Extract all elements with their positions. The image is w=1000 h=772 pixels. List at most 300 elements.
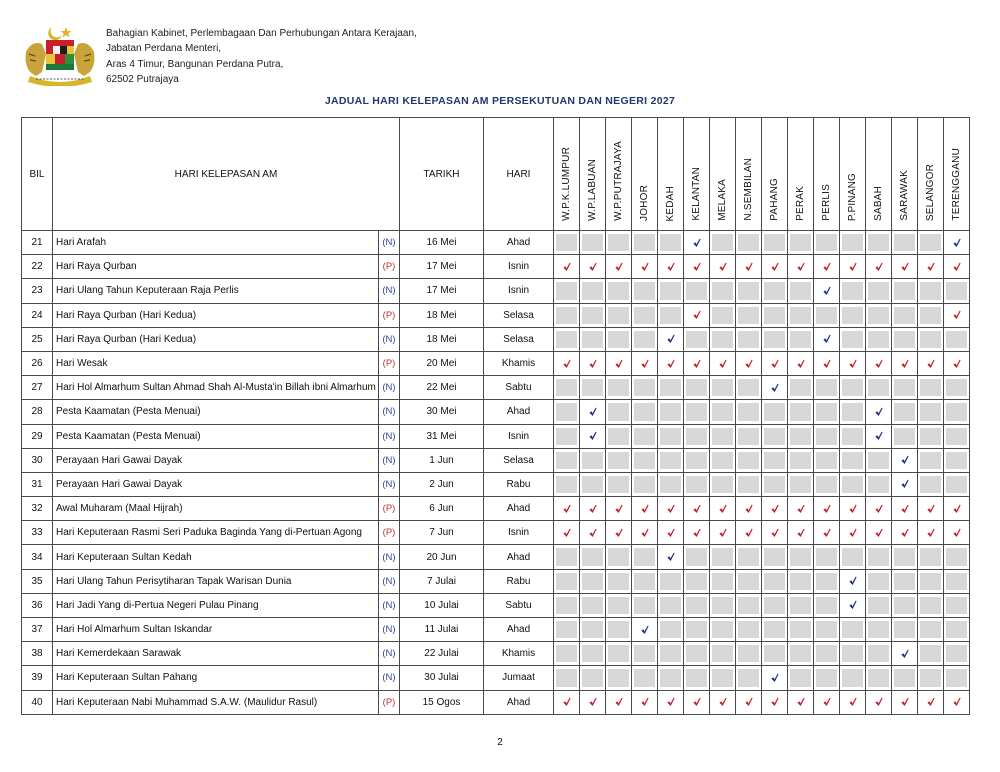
state-cell-w-p-k-lumpur — [554, 376, 580, 400]
holiday-mark — [764, 355, 785, 372]
checkmark-icon — [770, 528, 779, 538]
holiday-mark — [660, 524, 681, 541]
state-cell-kedah — [658, 255, 684, 279]
no-holiday-mark — [764, 452, 785, 469]
checkmark-icon — [770, 504, 779, 514]
no-holiday-mark — [946, 476, 967, 493]
checkmark-icon — [770, 673, 779, 683]
table-row — [22, 666, 970, 690]
no-holiday-mark — [764, 428, 785, 445]
state-cell-p-pinang — [840, 497, 866, 521]
state-cell-perlis — [814, 400, 840, 424]
address-line: 62502 Putrajaya — [106, 74, 179, 86]
holiday-mark — [764, 379, 785, 396]
state-cell-selangor — [918, 376, 944, 400]
state-cell-sarawak — [892, 666, 918, 690]
no-holiday-mark — [686, 403, 707, 420]
checkmark-icon — [900, 262, 909, 272]
state-cell-w-p-putrajaya — [606, 448, 632, 472]
state-header — [814, 118, 840, 231]
checkmark-icon — [900, 649, 909, 659]
no-holiday-mark — [634, 452, 655, 469]
no-holiday-mark — [556, 307, 577, 324]
holiday-mark — [894, 355, 915, 372]
state-cell-n-sembilan — [736, 303, 762, 327]
table-body — [22, 231, 970, 715]
state-cell-sarawak — [892, 545, 918, 569]
checkmark-icon — [588, 262, 597, 272]
checkmark-icon — [952, 262, 961, 272]
no-holiday-mark — [738, 428, 759, 445]
no-holiday-mark — [764, 621, 785, 638]
holiday-date: 20 Jun — [400, 545, 484, 569]
holiday-day: Selasa — [484, 303, 554, 327]
holiday-mark — [764, 500, 785, 517]
state-cell-perak — [788, 327, 814, 351]
state-cell-melaka — [710, 448, 736, 472]
holiday-name: Hari Ulang Tahun Perisytiharan Tapak Warisan Dunia — [53, 569, 379, 593]
state-cell-n-sembilan — [736, 545, 762, 569]
state-cell-selangor — [918, 448, 944, 472]
holiday-mark — [894, 258, 915, 275]
no-holiday-mark — [790, 307, 811, 324]
state-cell-w-p-putrajaya — [606, 327, 632, 351]
checkmark-icon — [900, 455, 909, 465]
state-cell-w-p-putrajaya — [606, 593, 632, 617]
table-row — [22, 497, 970, 521]
row-number: 31 — [22, 472, 53, 496]
state-cell-sarawak — [892, 642, 918, 666]
no-holiday-mark — [790, 403, 811, 420]
holiday-mark — [712, 500, 733, 517]
checkmark-icon — [666, 528, 675, 538]
checkmark-icon — [718, 504, 727, 514]
checkmark-icon — [822, 334, 831, 344]
no-holiday-mark — [868, 476, 889, 493]
state-cell-terengganu — [944, 472, 970, 496]
no-holiday-mark — [920, 428, 941, 445]
state-cell-selangor — [918, 666, 944, 690]
no-holiday-mark — [842, 379, 863, 396]
state-cell-terengganu — [944, 545, 970, 569]
state-cell-w-p-putrajaya — [606, 255, 632, 279]
state-header-label: N.SEMBILAN — [743, 158, 754, 221]
row-number: 22 — [22, 255, 53, 279]
checkmark-icon — [952, 697, 961, 707]
no-holiday-mark — [816, 621, 837, 638]
state-cell-sabah — [866, 424, 892, 448]
state-cell-perak — [788, 545, 814, 569]
no-holiday-mark — [920, 282, 941, 299]
no-holiday-mark — [816, 403, 837, 420]
holiday-mark — [556, 355, 577, 372]
holiday-mark — [816, 282, 837, 299]
no-holiday-mark — [608, 645, 629, 662]
state-cell-melaka — [710, 255, 736, 279]
state-header-label: SARAWAK — [899, 170, 910, 221]
state-cell-perlis — [814, 569, 840, 593]
state-cell-selangor — [918, 424, 944, 448]
state-cell-w-p-labuan — [580, 400, 606, 424]
holiday-day: Isnin — [484, 255, 554, 279]
no-holiday-mark — [764, 234, 785, 251]
checkmark-icon — [822, 359, 831, 369]
state-cell-sarawak — [892, 593, 918, 617]
no-holiday-mark — [556, 621, 577, 638]
state-cell-w-p-labuan — [580, 497, 606, 521]
state-cell-kelantan — [684, 497, 710, 521]
checkmark-icon — [822, 504, 831, 514]
checkmark-icon — [926, 697, 935, 707]
holiday-mark — [660, 500, 681, 517]
state-cell-w-p-labuan — [580, 351, 606, 375]
state-cell-perak — [788, 424, 814, 448]
checkmark-icon — [900, 504, 909, 514]
column-header-holiday: HARI KELEPASAN AM — [53, 118, 400, 231]
table-row — [22, 521, 970, 545]
row-number: 25 — [22, 327, 53, 351]
no-holiday-mark — [634, 573, 655, 590]
state-cell-perak — [788, 255, 814, 279]
no-holiday-mark — [946, 645, 967, 662]
state-cell-sabah — [866, 255, 892, 279]
state-header — [866, 118, 892, 231]
no-holiday-mark — [712, 282, 733, 299]
state-cell-p-pinang — [840, 521, 866, 545]
checkmark-icon — [770, 383, 779, 393]
state-cell-pahang — [762, 545, 788, 569]
no-holiday-mark — [790, 331, 811, 348]
no-holiday-mark — [816, 573, 837, 590]
state-cell-sabah — [866, 303, 892, 327]
no-holiday-mark — [946, 669, 967, 686]
no-holiday-mark — [920, 597, 941, 614]
no-holiday-mark — [738, 476, 759, 493]
no-holiday-mark — [738, 597, 759, 614]
table-row — [22, 327, 970, 351]
state-cell-kelantan — [684, 255, 710, 279]
state-cell-melaka — [710, 497, 736, 521]
no-holiday-mark — [894, 234, 915, 251]
no-holiday-mark — [842, 669, 863, 686]
holiday-day: Isnin — [484, 521, 554, 545]
checkmark-icon — [588, 407, 597, 417]
no-holiday-mark — [608, 573, 629, 590]
no-holiday-mark — [686, 379, 707, 396]
checkmark-icon — [874, 359, 883, 369]
state-header — [788, 118, 814, 231]
holiday-mark — [608, 694, 629, 711]
checkmark-icon — [796, 262, 805, 272]
no-holiday-mark — [842, 282, 863, 299]
no-holiday-mark — [920, 331, 941, 348]
no-holiday-mark — [842, 452, 863, 469]
state-cell-perlis — [814, 690, 840, 714]
state-cell-w-p-putrajaya — [606, 690, 632, 714]
state-cell-kelantan — [684, 376, 710, 400]
no-holiday-mark — [556, 234, 577, 251]
state-header — [580, 118, 606, 231]
no-holiday-mark — [764, 403, 785, 420]
state-cell-johor — [632, 231, 658, 255]
row-number: 40 — [22, 690, 53, 714]
holiday-name: Hari Hol Almarhum Sultan Ahmad Shah Al-Musta'in Billah ibni Almarhum — [53, 376, 379, 400]
state-cell-n-sembilan — [736, 351, 762, 375]
no-holiday-mark — [946, 379, 967, 396]
checkmark-icon — [588, 504, 597, 514]
no-holiday-mark — [790, 645, 811, 662]
holiday-mark — [582, 500, 603, 517]
state-cell-w-p-k-lumpur — [554, 545, 580, 569]
no-holiday-mark — [920, 573, 941, 590]
state-cell-n-sembilan — [736, 231, 762, 255]
holiday-name: Hari Wesak — [53, 351, 379, 375]
row-number: 21 — [22, 231, 53, 255]
holiday-mark — [660, 355, 681, 372]
holiday-date: 6 Jun — [400, 497, 484, 521]
no-holiday-mark — [712, 452, 733, 469]
table-row — [22, 618, 970, 642]
row-number: 32 — [22, 497, 53, 521]
holiday-mark — [764, 669, 785, 686]
no-holiday-mark — [764, 645, 785, 662]
state-cell-melaka — [710, 279, 736, 303]
state-cell-terengganu — [944, 448, 970, 472]
holiday-category: (N) — [379, 545, 400, 569]
state-header-label: PAHANG — [769, 178, 780, 221]
holiday-mark — [738, 500, 759, 517]
holiday-mark — [894, 452, 915, 469]
holiday-date: 20 Mei — [400, 351, 484, 375]
holiday-category: (P) — [379, 521, 400, 545]
checkmark-icon — [848, 600, 857, 610]
no-holiday-mark — [842, 621, 863, 638]
checkmark-icon — [952, 528, 961, 538]
column-header-bil: BIL — [22, 118, 53, 231]
holiday-mark — [868, 355, 889, 372]
state-cell-w-p-k-lumpur — [554, 642, 580, 666]
holiday-mark — [634, 524, 655, 541]
checkmark-icon — [874, 504, 883, 514]
no-holiday-mark — [946, 428, 967, 445]
holiday-day: Sabtu — [484, 376, 554, 400]
no-holiday-mark — [634, 331, 655, 348]
state-cell-kelantan — [684, 400, 710, 424]
checkmark-icon — [692, 359, 701, 369]
state-cell-pahang — [762, 472, 788, 496]
checkmark-icon — [796, 359, 805, 369]
holiday-category: (N) — [379, 569, 400, 593]
no-holiday-mark — [868, 282, 889, 299]
holiday-day: Isnin — [484, 424, 554, 448]
row-number: 33 — [22, 521, 53, 545]
state-cell-terengganu — [944, 231, 970, 255]
no-holiday-mark — [790, 476, 811, 493]
no-holiday-mark — [894, 403, 915, 420]
no-holiday-mark — [608, 476, 629, 493]
no-holiday-mark — [634, 548, 655, 565]
state-cell-kedah — [658, 303, 684, 327]
holiday-mark — [764, 694, 785, 711]
state-cell-sabah — [866, 376, 892, 400]
holiday-mark — [816, 258, 837, 275]
state-cell-w-p-k-lumpur — [554, 569, 580, 593]
state-cell-terengganu — [944, 279, 970, 303]
holiday-day: Ahad — [484, 400, 554, 424]
no-holiday-mark — [790, 379, 811, 396]
state-cell-johor — [632, 545, 658, 569]
state-header-label: SABAH — [873, 186, 884, 221]
state-header — [736, 118, 762, 231]
state-cell-melaka — [710, 303, 736, 327]
checkmark-icon — [926, 528, 935, 538]
state-cell-n-sembilan — [736, 279, 762, 303]
state-cell-p-pinang — [840, 618, 866, 642]
state-cell-johor — [632, 472, 658, 496]
no-holiday-mark — [608, 331, 629, 348]
checkmark-icon — [926, 262, 935, 272]
state-cell-perak — [788, 690, 814, 714]
row-number: 34 — [22, 545, 53, 569]
state-header — [918, 118, 944, 231]
holiday-mark — [634, 694, 655, 711]
holiday-day: Ahad — [484, 497, 554, 521]
holiday-category: (N) — [379, 618, 400, 642]
holiday-date: 22 Julai — [400, 642, 484, 666]
state-cell-sarawak — [892, 521, 918, 545]
no-holiday-mark — [712, 379, 733, 396]
state-cell-w-p-putrajaya — [606, 424, 632, 448]
state-cell-p-pinang — [840, 279, 866, 303]
state-cell-w-p-labuan — [580, 593, 606, 617]
table-row — [22, 593, 970, 617]
holiday-name: Pesta Kaamatan (Pesta Menuai) — [53, 400, 379, 424]
checkmark-icon — [874, 407, 883, 417]
checkmark-icon — [900, 359, 909, 369]
checkmark-icon — [666, 504, 675, 514]
holiday-mark — [946, 355, 967, 372]
holiday-mark — [738, 694, 759, 711]
checkmark-icon — [588, 431, 597, 441]
checkmark-icon — [848, 262, 857, 272]
checkmark-icon — [900, 697, 909, 707]
no-holiday-mark — [582, 573, 603, 590]
table-row — [22, 279, 970, 303]
state-cell-melaka — [710, 231, 736, 255]
state-cell-pahang — [762, 424, 788, 448]
table-row — [22, 303, 970, 327]
state-cell-n-sembilan — [736, 327, 762, 351]
state-cell-perak — [788, 472, 814, 496]
holiday-mark — [712, 694, 733, 711]
no-holiday-mark — [556, 403, 577, 420]
holiday-mark — [894, 500, 915, 517]
holiday-mark — [790, 524, 811, 541]
state-header — [710, 118, 736, 231]
no-holiday-mark — [582, 307, 603, 324]
state-cell-melaka — [710, 642, 736, 666]
checkmark-icon — [692, 504, 701, 514]
state-cell-sabah — [866, 472, 892, 496]
no-holiday-mark — [738, 403, 759, 420]
checkmark-icon — [666, 359, 675, 369]
checkmark-icon — [744, 697, 753, 707]
no-holiday-mark — [868, 307, 889, 324]
state-cell-kelantan — [684, 521, 710, 545]
state-cell-pahang — [762, 327, 788, 351]
no-holiday-mark — [920, 234, 941, 251]
row-number: 29 — [22, 424, 53, 448]
holiday-mark — [920, 258, 941, 275]
checkmark-icon — [770, 697, 779, 707]
no-holiday-mark — [842, 403, 863, 420]
state-cell-perlis — [814, 424, 840, 448]
holiday-day: Rabu — [484, 472, 554, 496]
row-number: 27 — [22, 376, 53, 400]
no-holiday-mark — [920, 307, 941, 324]
no-holiday-mark — [712, 403, 733, 420]
holiday-mark — [816, 500, 837, 517]
holiday-mark — [686, 694, 707, 711]
no-holiday-mark — [816, 597, 837, 614]
state-cell-w-p-labuan — [580, 424, 606, 448]
no-holiday-mark — [816, 476, 837, 493]
state-cell-kelantan — [684, 593, 710, 617]
no-holiday-mark — [634, 234, 655, 251]
no-holiday-mark — [764, 331, 785, 348]
state-cell-n-sembilan — [736, 666, 762, 690]
no-holiday-mark — [556, 476, 577, 493]
no-holiday-mark — [582, 476, 603, 493]
row-number: 30 — [22, 448, 53, 472]
state-cell-w-p-labuan — [580, 618, 606, 642]
no-holiday-mark — [582, 645, 603, 662]
state-cell-kelantan — [684, 569, 710, 593]
checkmark-icon — [744, 528, 753, 538]
holiday-mark — [764, 258, 785, 275]
state-cell-perlis — [814, 497, 840, 521]
no-holiday-mark — [816, 452, 837, 469]
checkmark-icon — [666, 334, 675, 344]
table-row — [22, 255, 970, 279]
no-holiday-mark — [686, 452, 707, 469]
state-cell-w-p-putrajaya — [606, 666, 632, 690]
holiday-mark — [894, 476, 915, 493]
no-holiday-mark — [868, 331, 889, 348]
holiday-category: (N) — [379, 593, 400, 617]
no-holiday-mark — [946, 403, 967, 420]
state-cell-p-pinang — [840, 545, 866, 569]
no-holiday-mark — [660, 452, 681, 469]
state-cell-perak — [788, 303, 814, 327]
state-cell-sarawak — [892, 448, 918, 472]
holiday-name: Perayaan Hari Gawai Dayak — [53, 448, 379, 472]
holiday-mark — [842, 258, 863, 275]
no-holiday-mark — [582, 452, 603, 469]
holiday-date: 31 Mei — [400, 424, 484, 448]
no-holiday-mark — [582, 669, 603, 686]
state-cell-sarawak — [892, 327, 918, 351]
checkmark-icon — [874, 262, 883, 272]
state-cell-p-pinang — [840, 327, 866, 351]
state-cell-sarawak — [892, 472, 918, 496]
state-cell-p-pinang — [840, 303, 866, 327]
holiday-mark — [816, 331, 837, 348]
checkmark-icon — [640, 262, 649, 272]
no-holiday-mark — [686, 331, 707, 348]
no-holiday-mark — [660, 428, 681, 445]
state-cell-kedah — [658, 472, 684, 496]
